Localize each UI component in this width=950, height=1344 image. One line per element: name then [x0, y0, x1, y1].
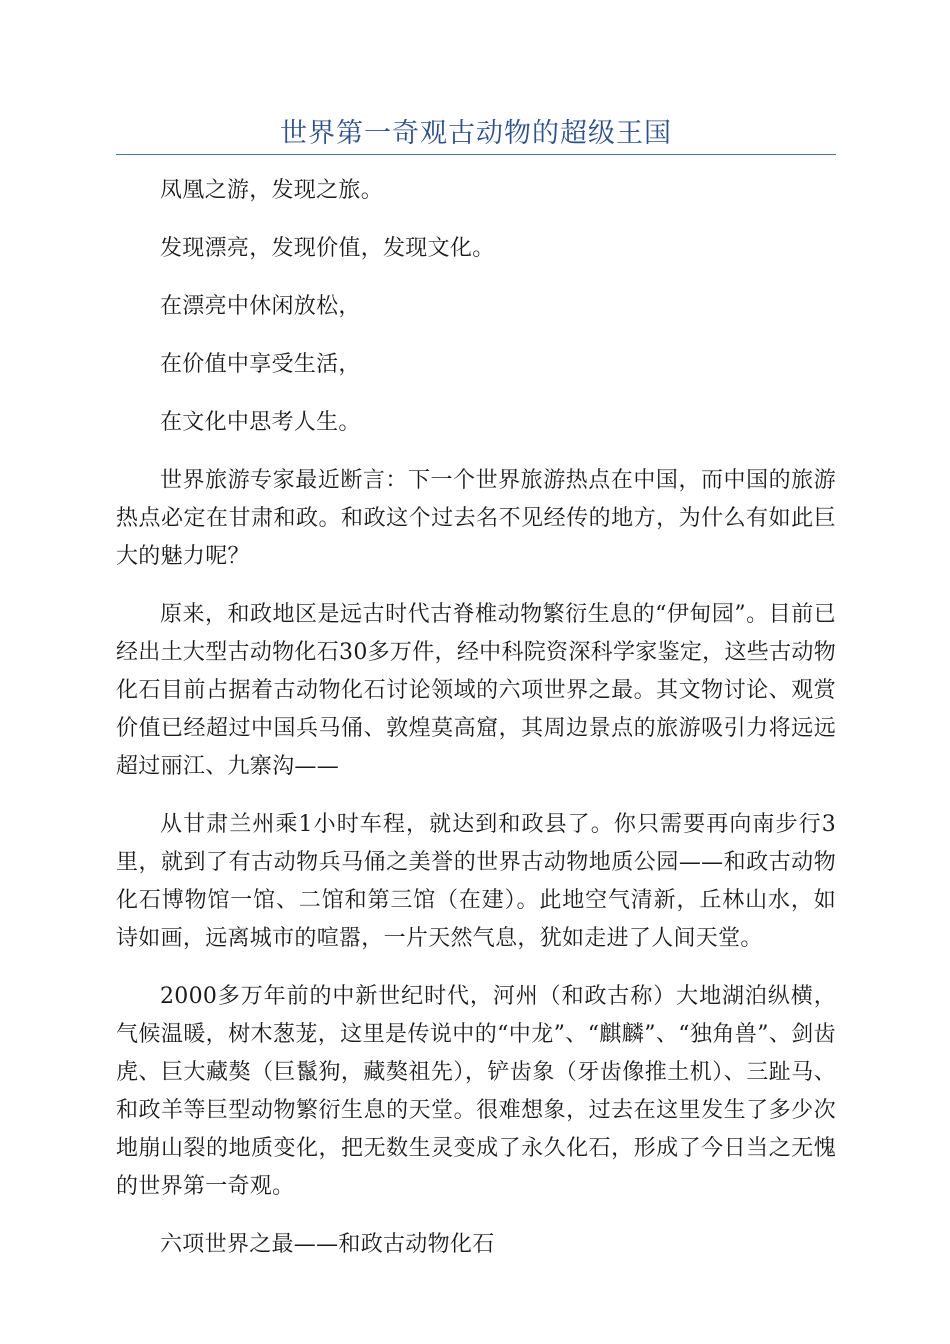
paragraph: 2000多万年前的中新世纪时代，河州（和政古称）大地湖泊纵横，气候温暖，树木葱茏，这里是传说中的“中龙”、“麒麟”、“独角兽”、剑齿虎、巨大藏獒（巨鬣狗，藏獒祖先），铲齿象（牙齿像推土机）、三趾马、和政羊等巨型动物繁衍生息的天堂。很难想象，过去在这里发生了多少次地崩山裂的地质变化，把无数生灵变成了永久化石，形成了今日当之无愧的世界第一奇观。: [116, 984, 836, 1199]
paragraph: 凤凰之游，发现之旅。: [160, 178, 384, 203]
paragraph: 在价值中享受生活，: [160, 352, 361, 377]
paragraph: 世界旅游专家最近断言：下一个世界旅游热点在中国，而中国的旅游热点必定在甘肃和政。和政这个过去名不见经传的地方，为什么有如此巨大的魅力呢？: [116, 468, 836, 569]
paragraph: 原来，和政地区是远古时代古脊椎动物繁衍生息的“伊甸园”。目前已经出土大型古动物化石30多万件，经中科院资深科学家鉴定，这些古动物化石目前占据着古动物化石讨论领域的六项世界之最。其文物讨论、观赏价值已经超过中国兵马俑、敦煌莫高窟，其周边景点的旅游吸引力将远远超过丽江、九寨沟——: [116, 602, 836, 779]
title-underline: [116, 154, 836, 155]
paragraph: 从甘肃兰州乘1小时车程，就达到和政县了。你只需要再向南步行3里，就到了有古动物兵马俑之美誉的世界古动物地质公园——和政古动物化石博物馆一馆、二馆和第三馆（在建）。此地空气清新，丘林山水，如诗如画，远离城市的喧嚣，一片天然气息，犹如走进了人间天堂。: [116, 812, 836, 951]
document-body: [116, 172, 836, 1284]
paragraph: 六项世界之最——和政古动物化石: [160, 1232, 495, 1257]
paragraph: 在漂亮中休闲放松，: [160, 294, 361, 319]
document-title: 世界第一奇观古动物的超级王国: [280, 118, 672, 149]
paragraph: 发现漂亮，发现价值，发现文化。: [160, 236, 495, 261]
paragraph: 在文化中思考人生。: [160, 410, 361, 435]
